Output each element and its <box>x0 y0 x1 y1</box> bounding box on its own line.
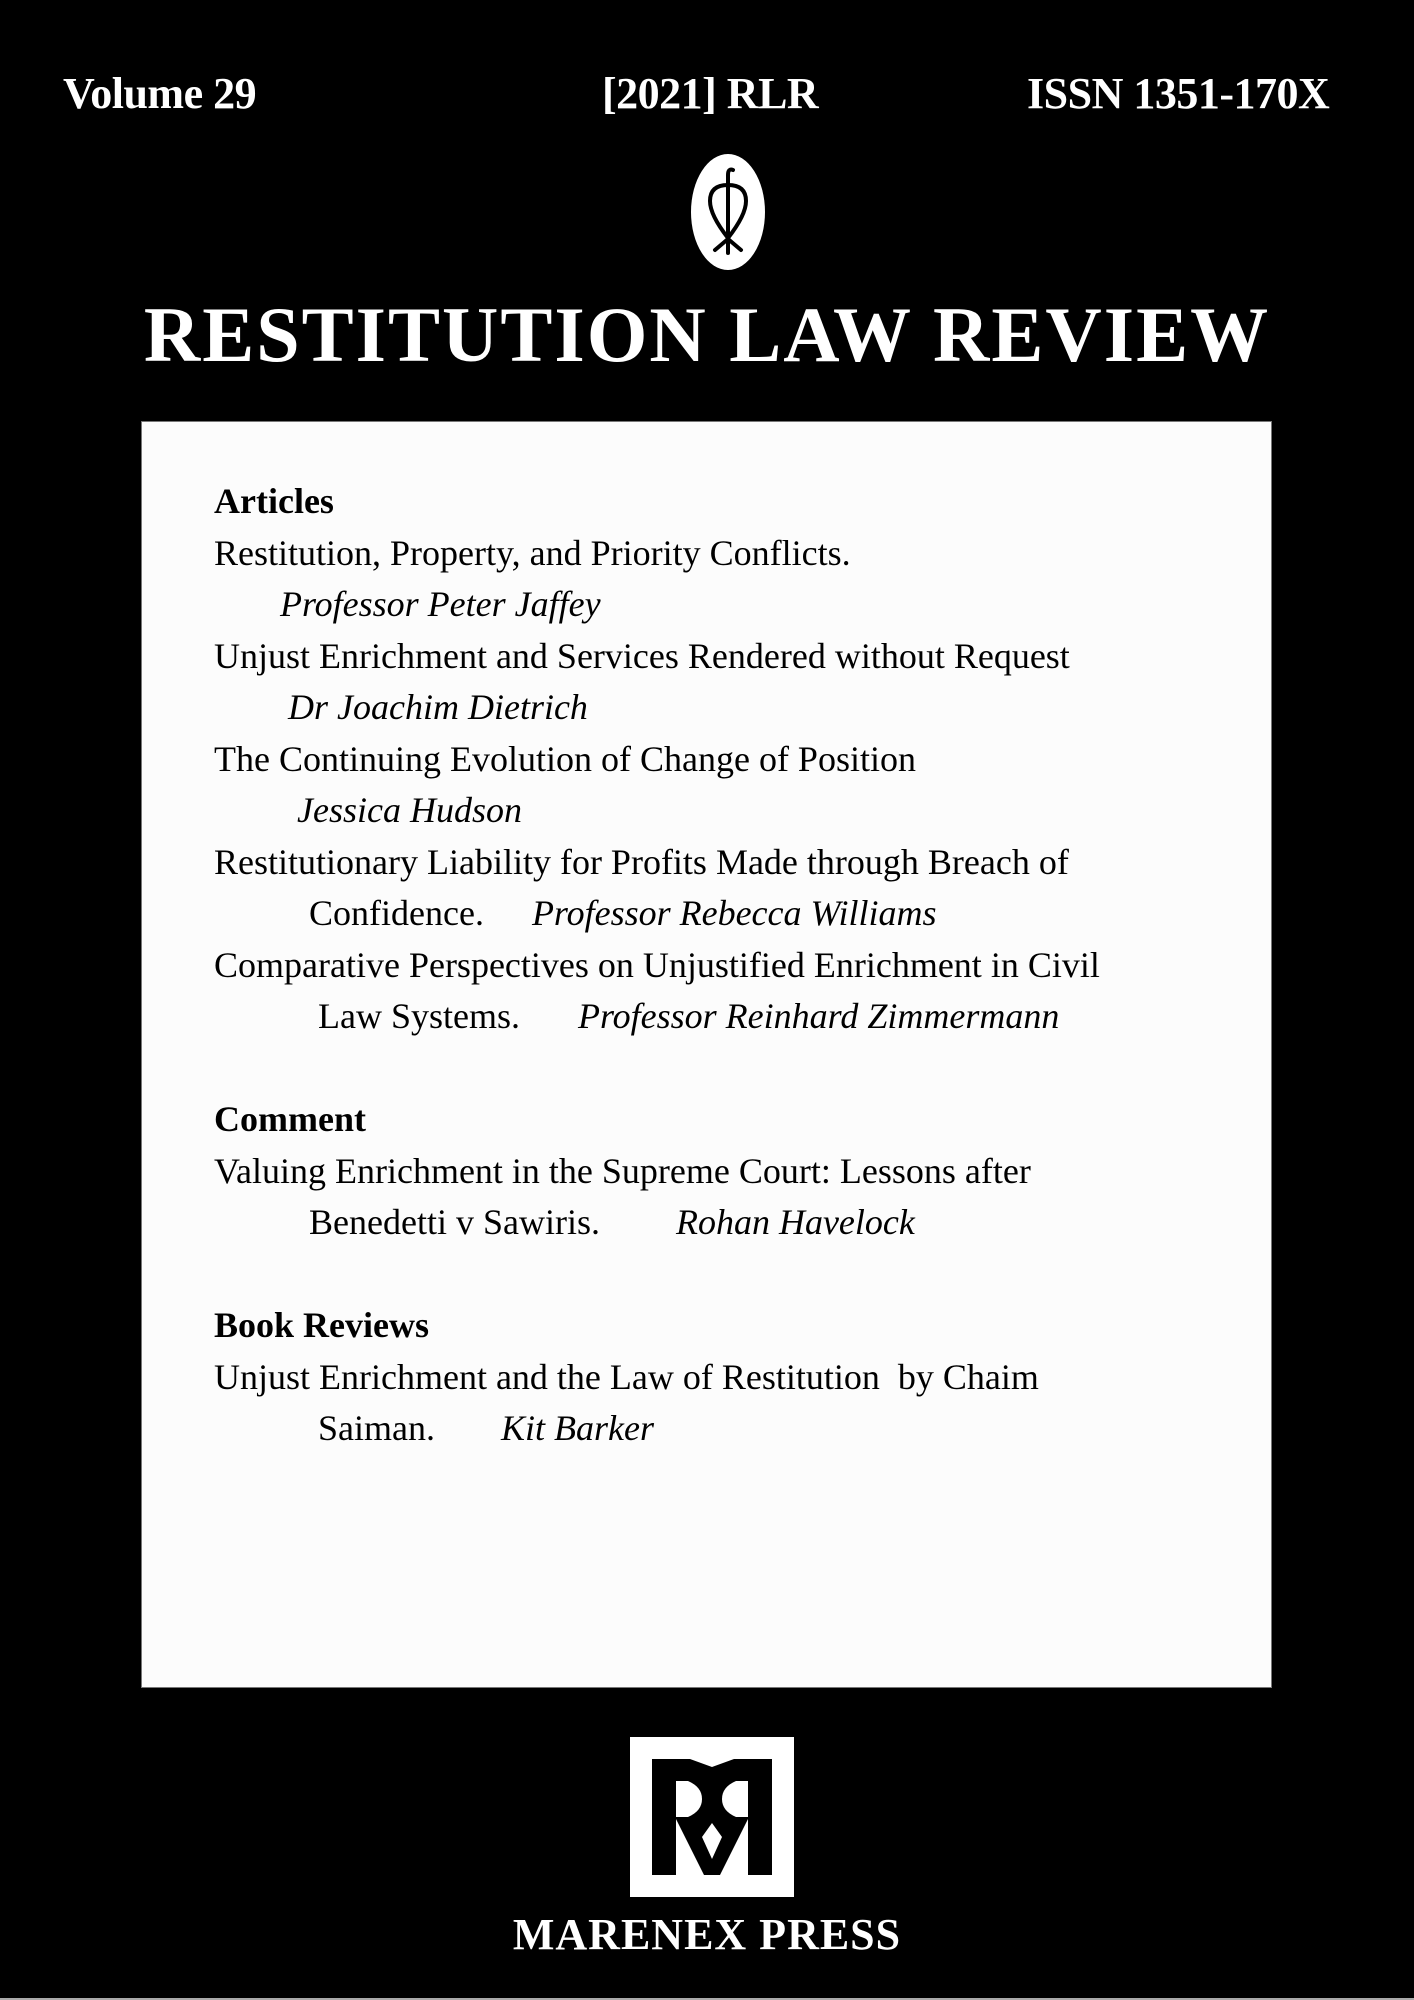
article-title: Unjust Enrichment and Services Rendered without Request <box>214 635 1070 676</box>
comment-author: Rohan Havelock <box>675 1202 915 1242</box>
volume-label: Volume 29 <box>63 69 257 118</box>
article-author: Dr Joachim Dietrich <box>288 687 588 727</box>
section-heading-comment: Comment <box>214 1099 366 1139</box>
year-code: [2021] RLR <box>602 69 819 118</box>
article-title: The Continuing Evolution of Change of Position <box>214 738 916 779</box>
book-review-title-continued: Saiman. <box>318 1408 435 1448</box>
article-entry <box>214 528 1214 631</box>
book-review-title: Unjust Enrichment and the Law of Restitution by Chaim <box>214 1356 1039 1397</box>
article-entry <box>214 734 1214 837</box>
article-title-continued: Confidence. <box>309 893 484 933</box>
article-title-continued: Law Systems. <box>318 996 520 1036</box>
section-heading-book-reviews: Book Reviews <box>214 1305 429 1345</box>
comment-entry <box>214 1146 1214 1249</box>
article-title: Restitutionary Liability for Profits Made through Breach of <box>214 841 1069 882</box>
article-author: Professor Rebecca Williams <box>531 893 937 933</box>
article-entry <box>214 631 1214 734</box>
contents-panel <box>141 421 1272 1688</box>
article-title: Comparative Perspectives on Unjustified Enrichment in Civil <box>214 944 1100 985</box>
book-review-author: Kit Barker <box>500 1408 654 1448</box>
article-title: Restitution, Property, and Priority Conflicts. <box>214 532 851 573</box>
article-author: Professor Peter Jaffey <box>280 584 601 624</box>
issn-label: ISSN 1351-170X <box>1027 69 1330 118</box>
comment-title: Valuing Enrichment in the Supreme Court: Lessons after <box>214 1150 1031 1191</box>
article-author: Jessica Hudson <box>297 790 522 830</box>
article-entry <box>214 940 1214 1043</box>
marenex-rr-logo-icon <box>630 1737 794 1897</box>
publisher-name: MARENEX PRESS <box>512 1910 902 1959</box>
journal-title: RESTITUTION LAW REVIEW <box>143 291 1271 378</box>
article-entry <box>214 837 1214 940</box>
article-author: Professor Reinhard Zimmermann <box>578 996 1060 1036</box>
book-review-entry <box>214 1352 1214 1455</box>
section-heading-articles: Articles <box>214 481 334 521</box>
staff-emblem-icon <box>690 153 766 271</box>
comment-title-continued: Benedetti v Sawiris. <box>309 1202 600 1242</box>
